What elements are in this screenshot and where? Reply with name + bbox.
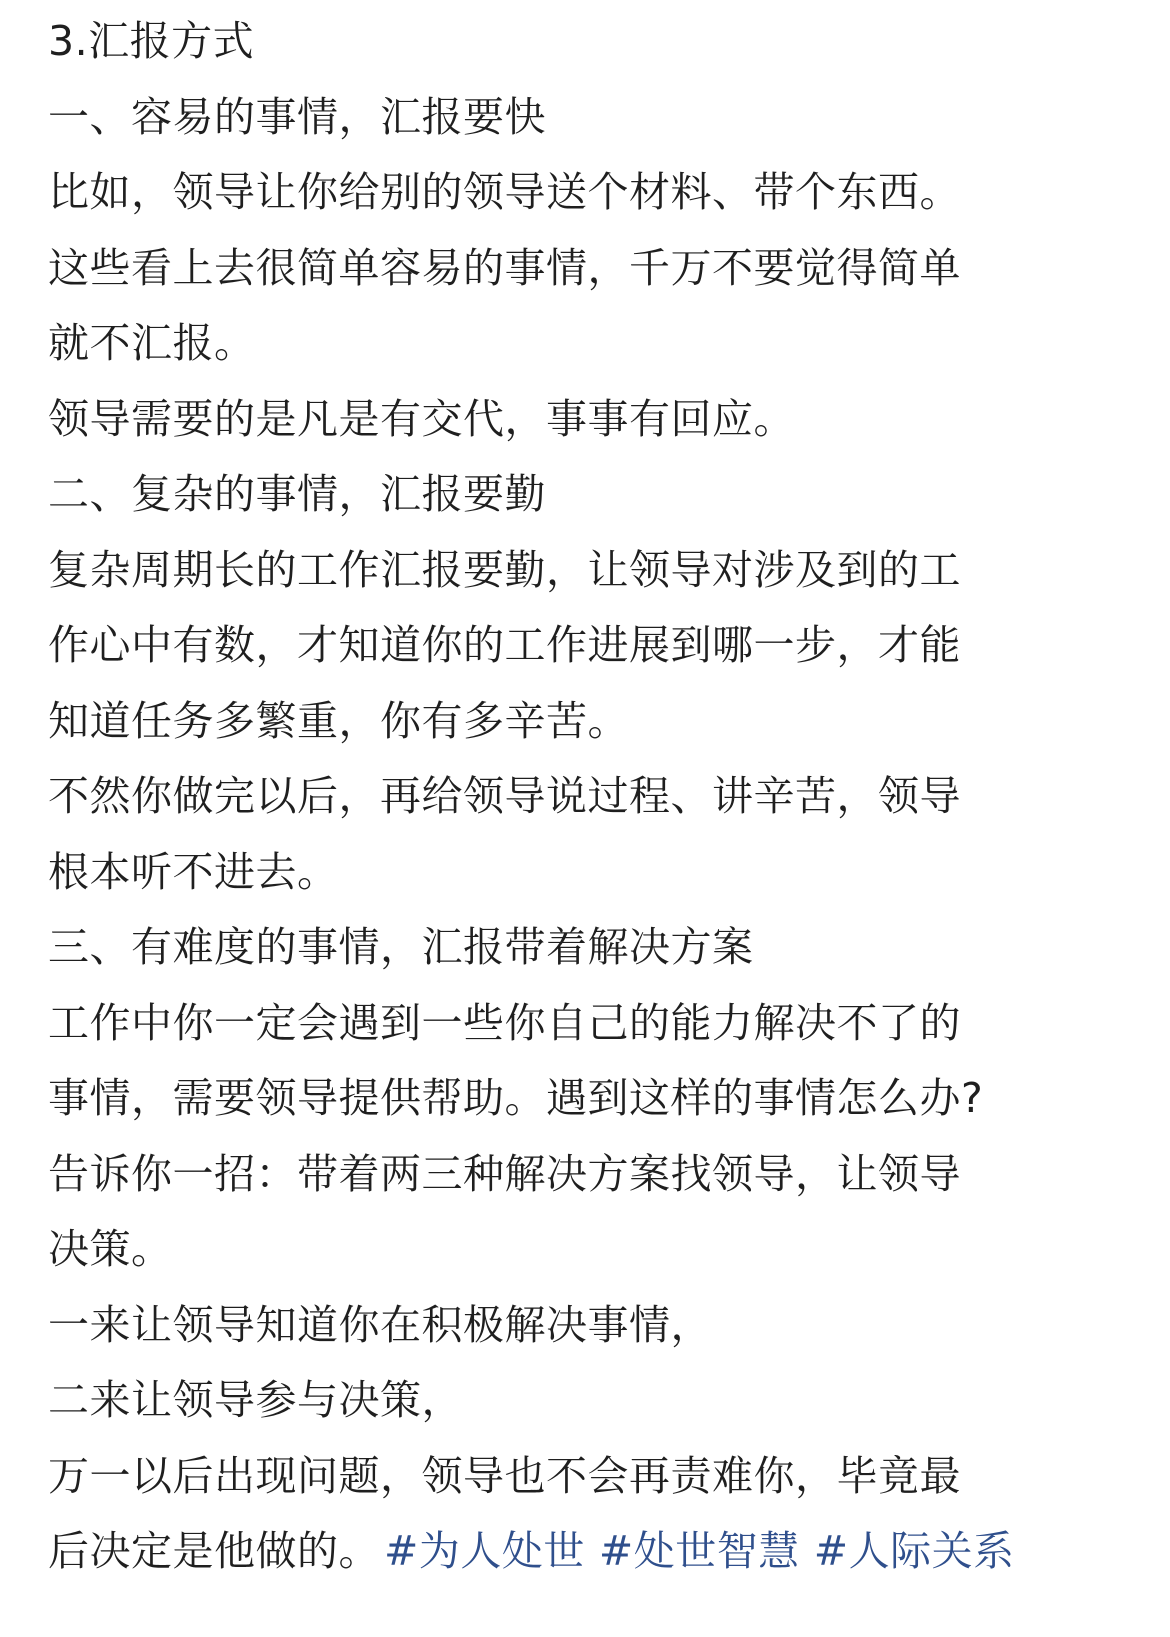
hashtag-link[interactable]: #为人处世 (384, 1527, 585, 1575)
subheading-difficult-tasks: 三、有难度的事情，汇报带着解决方案 (48, 923, 754, 971)
hashtag-link[interactable]: #人际关系 (813, 1527, 1015, 1575)
paragraph-line: 知道任务多繁重，你有多辛苦。 (48, 696, 629, 745)
section-heading: 3.汇报方式 (48, 17, 255, 65)
paragraph-line: 一来让领导知道你在积极解决事情， (48, 1300, 712, 1349)
paragraph-line: 这些看上去很简单容易的事情，千万不要觉得简单 (48, 243, 961, 292)
paragraph-line: 告诉你一招：带着两三种解决方案找领导，让领导 (48, 1149, 961, 1198)
last-line (48, 1514, 1148, 1590)
paragraph-line: 比如，领导让你给别的领导送个材料、带个东西。 (48, 168, 961, 216)
subheading-easy-tasks: 一、容易的事情，汇报要快 (48, 92, 546, 141)
paragraph-line: 决策。 (48, 1225, 173, 1273)
paragraph-line: 万一以后出现问题，领导也不会再责难你，毕竟最 (48, 1451, 961, 1500)
paragraph-line: 事情，需要领导提供帮助。遇到这样的事情怎么办? (48, 1074, 984, 1122)
last-line-text: 后决定是他做的。 (48, 1527, 380, 1575)
hashtag-link[interactable]: #处世智慧 (598, 1527, 800, 1575)
paragraph-line: 就不汇报。 (48, 319, 256, 367)
paragraph-line: 不然你做完以后，再给领导说过程、讲辛苦，领导 (48, 772, 961, 820)
subheading-complex-tasks: 二、复杂的事情，汇报要勤 (48, 470, 546, 518)
paragraph-line: 根本听不进去。 (48, 847, 339, 896)
paragraph-line: 二来让领导参与决策， (48, 1376, 463, 1424)
paragraph-line: 复杂周期长的工作汇报要勤，让领导对涉及到的工 (48, 545, 961, 594)
paragraph-line: 作心中有数，才知道你的工作进展到哪一步，才能 (48, 621, 961, 669)
hashtag-list (380, 1527, 1015, 1575)
post-body (48, 4, 1148, 1590)
paragraph-line: 工作中你一定会遇到一些你自己的能力解决不了的 (48, 998, 961, 1047)
paragraph-line: 领导需要的是凡是有交代，事事有回应。 (48, 394, 795, 443)
